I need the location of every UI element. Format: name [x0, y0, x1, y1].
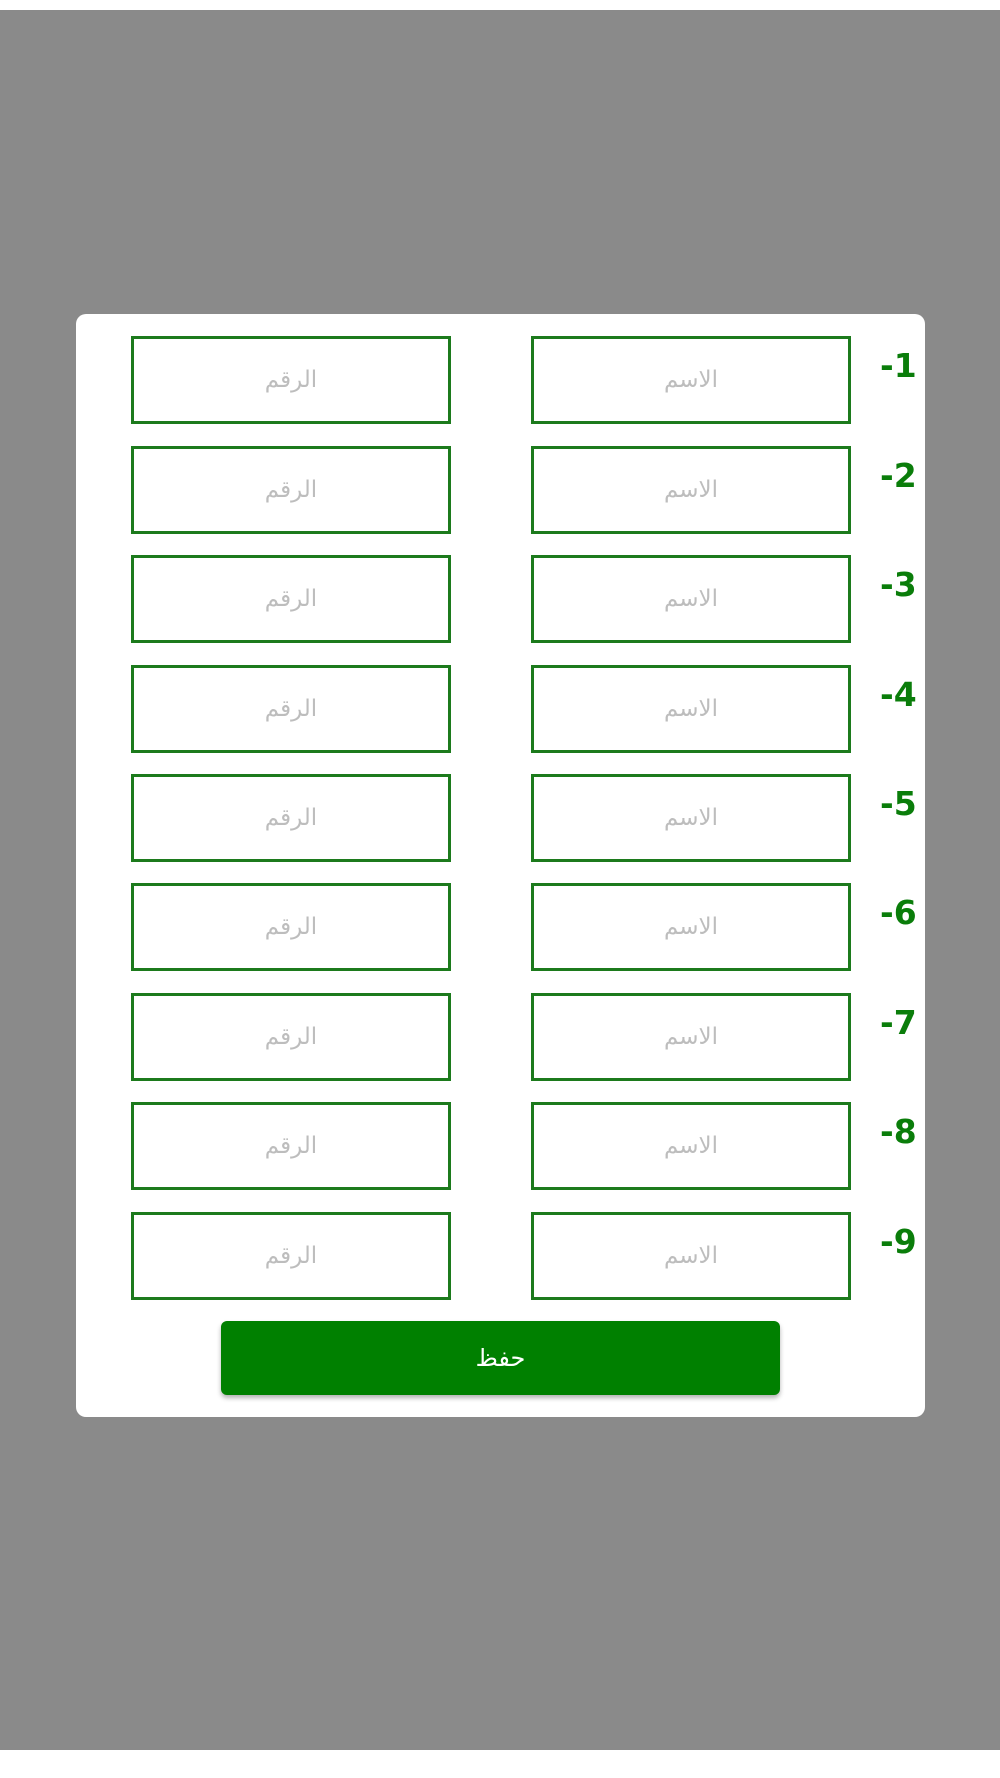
number-input-6[interactable] — [131, 883, 451, 971]
number-input-7[interactable] — [131, 993, 451, 1081]
contacts-dialog — [76, 314, 925, 1417]
row-number-label-4: -4 — [880, 675, 917, 714]
name-input-3[interactable] — [531, 555, 851, 643]
form-row-7 — [76, 993, 925, 1081]
form-row-1 — [76, 336, 925, 424]
name-input-8[interactable] — [531, 1102, 851, 1190]
name-input-2[interactable] — [531, 446, 851, 534]
number-input-1[interactable] — [131, 336, 451, 424]
name-input-1[interactable] — [531, 336, 851, 424]
number-input-3[interactable] — [131, 555, 451, 643]
form-row-6 — [76, 883, 925, 971]
number-input-8[interactable] — [131, 1102, 451, 1190]
row-number-label-2: -2 — [880, 456, 917, 495]
row-number-label-1: -1 — [880, 346, 917, 385]
number-input-2[interactable] — [131, 446, 451, 534]
row-number-label-5: -5 — [880, 784, 917, 823]
number-input-4[interactable] — [131, 665, 451, 753]
number-input-9[interactable] — [131, 1212, 451, 1300]
row-number-label-3: -3 — [880, 565, 917, 604]
row-number-label-9: -9 — [880, 1222, 917, 1261]
row-number-label-8: -8 — [880, 1112, 917, 1151]
row-number-label-6: -6 — [880, 893, 917, 932]
form-row-5 — [76, 774, 925, 862]
form-row-8 — [76, 1102, 925, 1190]
form-row-4 — [76, 665, 925, 753]
name-input-5[interactable] — [531, 774, 851, 862]
save-button[interactable]: حفظ — [221, 1321, 780, 1395]
number-input-5[interactable] — [131, 774, 451, 862]
form-row-9 — [76, 1212, 925, 1300]
name-input-9[interactable] — [531, 1212, 851, 1300]
form-row-3 — [76, 555, 925, 643]
row-number-label-7: -7 — [880, 1003, 917, 1042]
name-input-6[interactable] — [531, 883, 851, 971]
name-input-7[interactable] — [531, 993, 851, 1081]
form-row-2 — [76, 446, 925, 534]
name-input-4[interactable] — [531, 665, 851, 753]
